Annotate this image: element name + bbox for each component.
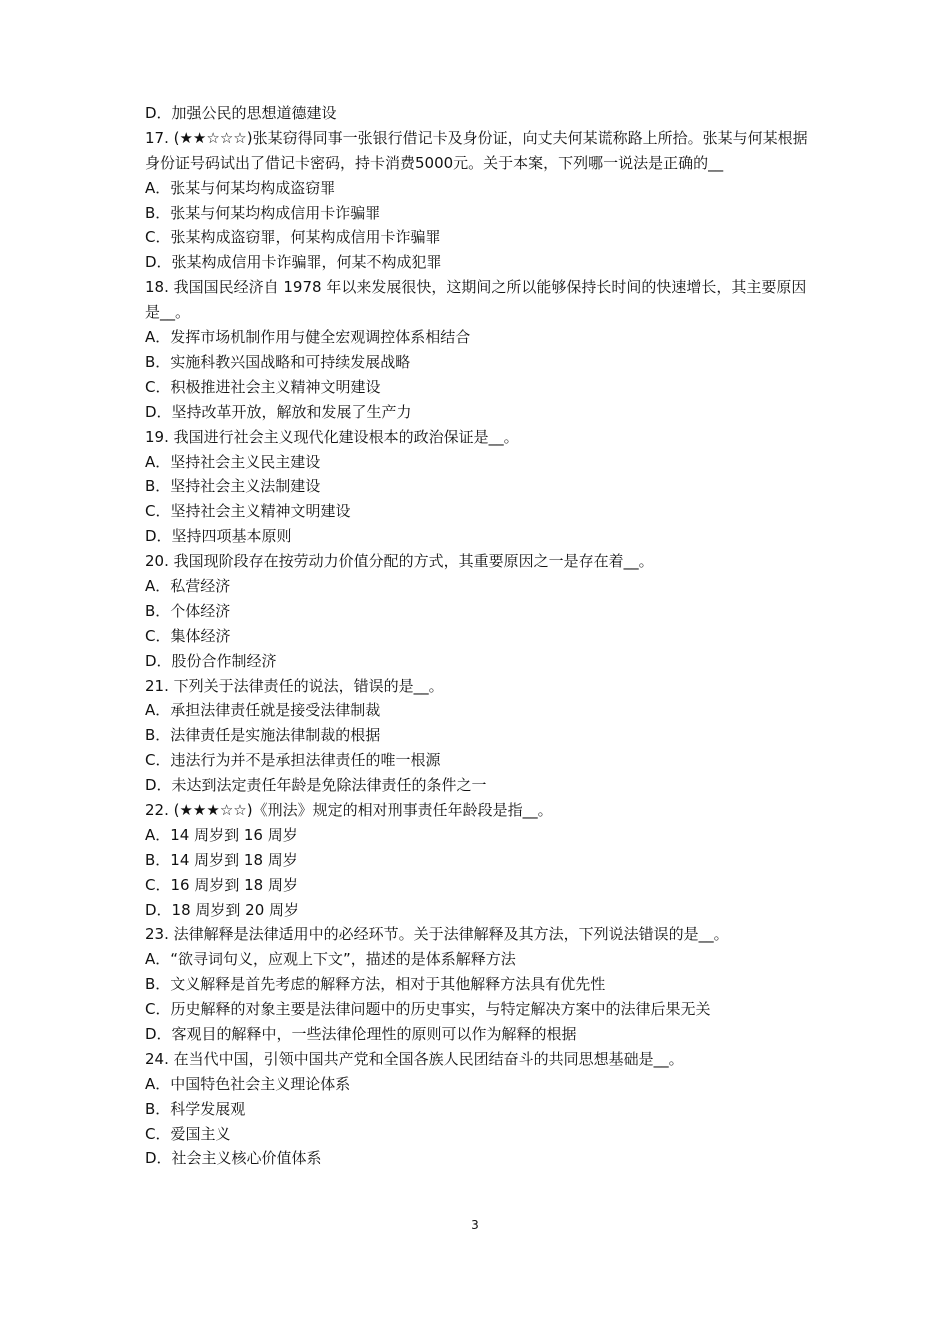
option-line: C．违法行为并不是承担法律责任的唯一根源 (145, 751, 441, 770)
question-22: 22. (★★★☆☆)《刑法》规定的相对刑事责任年龄段是指__。 (145, 801, 553, 819)
page-content (145, 101, 813, 1171)
option-line: A．14 周岁到 16 周岁 (145, 825, 298, 844)
option-line: A．私营经济 (145, 576, 231, 595)
option-line: B．法律责任是实施法律制裁的根据 (145, 726, 381, 745)
option-line: A．承担法律责任就是接受法律制裁 (145, 701, 381, 720)
question-21: 21. 下列关于法律责任的说法，错误的是__。 (145, 676, 444, 695)
option-line: A．坚持社会主义民主建设 (145, 452, 321, 471)
option-line: D．加强公民的思想道德建设 (145, 104, 337, 122)
option-line: C．16 周岁到 18 周岁 (145, 875, 298, 894)
page-number: 3 (471, 1218, 479, 1232)
question-17: 17. (★★☆☆☆)张某窃得同事一张银行借记卡及身份证，向丈夫何某谎称路上所拾。张某与何某根据身份证号码试出了借记卡密码，持卡消费5000元。关于本案，下列哪一说法是正确的__ (145, 128, 808, 172)
option-line: D．张某构成信用卡诈骗罪，何某不构成犯罪 (145, 253, 442, 272)
option-line: B．实施科教兴国战略和可持续发展战略 (145, 352, 411, 371)
question-18: 18. 我国国民经济自 1978 年以来发展很快，这期间之所以能够保持长时间的快速增长，其主要原因是__。 (145, 278, 807, 322)
option-line: B．科学发展观 (145, 1099, 246, 1118)
question-20: 20. 我国现阶段存在按劳动力价值分配的方式，其重要原因之一是存在着__。 (145, 552, 654, 571)
option-line: C．积极推进社会主义精神文明建设 (145, 377, 381, 396)
option-line: B．14 周岁到 18 周岁 (145, 850, 298, 869)
option-line: D．未达到法定责任年龄是免除法律责任的条件之一 (145, 776, 487, 795)
option-line: C．历史解释的对象主要是法律问题中的历史事实，与特定解决方案中的法律后果无关 (145, 1000, 711, 1019)
option-line: C．爱国主义 (145, 1124, 231, 1143)
option-line: A．张某与何某均构成盗窃罪 (145, 178, 336, 197)
question-23: 23. 法律解释是法律适用中的必经环节。关于法律解释及其方法，下列说法错误的是__。 (145, 925, 729, 944)
option-line: C．张某构成盗窃罪，何某构成信用卡诈骗罪 (145, 228, 441, 247)
question-19: 19. 我国进行社会主义现代化建设根本的政治保证是__。 (145, 427, 519, 446)
question-24: 24. 在当代中国，引领中国共产党和全国各族人民团结奋斗的共同思想基础是__。 (145, 1049, 684, 1068)
option-line: D．股份合作制经济 (145, 651, 277, 670)
option-line: B．个体经济 (145, 601, 231, 620)
option-line: D．坚持改革开放，解放和发展了生产力 (145, 402, 412, 421)
option-line: A．“欲寻词句义，应观上下文”，描述的是体系解释方法 (145, 950, 516, 969)
option-line: B．文义解释是首先考虑的解释方法，相对于其他解释方法具有优先性 (145, 975, 606, 994)
option-line: A．中国特色社会主义理论体系 (145, 1074, 351, 1093)
option-line: A．发挥市场机制作用与健全宏观调控体系相结合 (145, 328, 471, 347)
option-line: B．张某与何某均构成信用卡诈骗罪 (145, 203, 381, 222)
option-line: D．18 周岁到 20 周岁 (145, 900, 300, 919)
option-line: C．坚持社会主义精神文明建设 (145, 502, 351, 521)
option-line: D．客观目的解释中，一些法律伦理性的原则可以作为解释的根据 (145, 1025, 577, 1044)
option-line: D．社会主义核心价值体系 (145, 1149, 322, 1168)
option-line: B．坚持社会主义法制建设 (145, 477, 321, 496)
option-line: D．坚持四项基本原则 (145, 527, 292, 546)
option-line: C．集体经济 (145, 626, 231, 645)
